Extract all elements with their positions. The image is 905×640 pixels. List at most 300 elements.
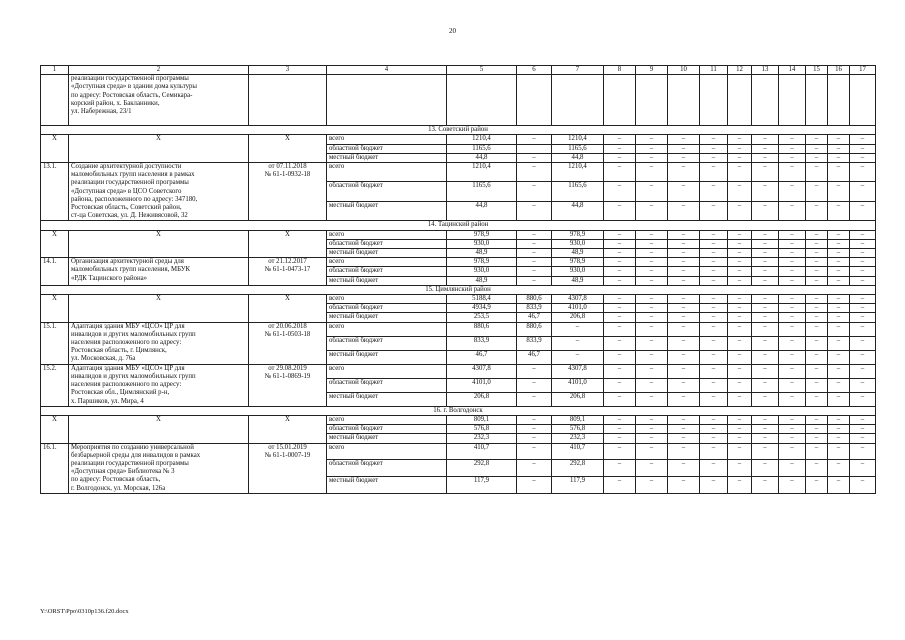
dash-cell: – — [668, 434, 700, 443]
dash-cell: – — [806, 144, 828, 153]
dash-cell: – — [828, 322, 850, 336]
dash-cell: – — [850, 425, 876, 434]
dash-cell: – — [668, 304, 700, 313]
amount-2018: – — [517, 378, 552, 392]
dash-cell: – — [850, 182, 876, 201]
dash-cell: – — [806, 267, 828, 276]
dash-cell: – — [636, 364, 668, 378]
column-number-row — [41, 66, 876, 75]
dash-cell: – — [604, 230, 636, 239]
dash-cell: – — [850, 415, 876, 424]
dash-cell: – — [700, 313, 728, 322]
budget-label: всего — [327, 258, 447, 267]
dash-cell: – — [700, 434, 728, 443]
dash-cell: – — [700, 163, 728, 182]
dash-cell: – — [850, 434, 876, 443]
budget-label: местный бюджет — [327, 392, 447, 406]
dash-cell: – — [728, 258, 752, 267]
budget-label: местный бюджет — [327, 201, 447, 220]
dash-cell: – — [779, 304, 806, 313]
dash-cell: – — [850, 276, 876, 285]
dash-cell: – — [636, 313, 668, 322]
budget-label: областной бюджет — [327, 336, 447, 350]
dash-cell: – — [636, 258, 668, 267]
dash-cell: – — [828, 336, 850, 350]
dash-cell: – — [828, 153, 850, 162]
dash-cell: – — [668, 476, 700, 493]
dash-cell: – — [668, 415, 700, 424]
budget-label: местный бюджет — [327, 313, 447, 322]
x-marker: Х — [69, 415, 249, 443]
dash-cell: – — [779, 144, 806, 153]
amount-2019: 4101,0 — [552, 378, 604, 392]
dash-cell: – — [828, 267, 850, 276]
dash-cell: – — [779, 313, 806, 322]
dash-cell: – — [604, 378, 636, 392]
dash-cell: – — [728, 267, 752, 276]
dash-cell: – — [779, 153, 806, 162]
dash-cell: – — [806, 322, 828, 336]
x-marker: Х — [41, 295, 69, 323]
amount-total: 1210,4 — [447, 135, 517, 144]
empty-cell — [249, 75, 327, 126]
dash-cell: – — [779, 230, 806, 239]
column-number: 9 — [636, 66, 668, 75]
dash-cell: – — [636, 144, 668, 153]
dash-cell: – — [700, 336, 728, 350]
amount-2019: – — [552, 322, 604, 336]
amount-2019: 576,8 — [552, 425, 604, 434]
dash-cell: – — [779, 163, 806, 182]
dash-cell: – — [850, 350, 876, 364]
amount-total: 978,9 — [447, 258, 517, 267]
item-description: Адаптация здания МБУ «ЦСО» ЦР для инвалидов и других маломобильных групп населения расположенного по адресу: Ростовская область, г. Цимлянск, ул. Московская, д. 76а — [69, 322, 249, 364]
continuation-text: реализации государственной программы «Доступная среда» в здании дома культуры по адресу: Ростовская область, Семикара- корский район, х. Бакланники, ул. Набережная, 23/1 — [69, 75, 249, 126]
item-description: Мероприятия по созданию универсальной безбарьерной среды для инвалидов в рамках реализации государственной программы «Доступная среда» Библиотека № 3 по адресу: Ростовская область, г. Волгодонск, ул. Морская, 126а — [69, 443, 249, 493]
amount-total: 4101,0 — [447, 378, 517, 392]
section-title: 14. Тацинский район — [41, 221, 876, 230]
dash-cell: – — [806, 350, 828, 364]
dash-cell: – — [668, 163, 700, 182]
dash-cell: – — [604, 443, 636, 460]
dash-cell: – — [668, 313, 700, 322]
dash-cell: – — [668, 425, 700, 434]
budget-label: всего — [327, 322, 447, 336]
budget-label: всего — [327, 415, 447, 424]
dash-cell: – — [752, 350, 779, 364]
dash-cell: – — [668, 267, 700, 276]
dash-cell: – — [779, 322, 806, 336]
dash-cell: – — [850, 304, 876, 313]
column-number: 14 — [779, 66, 806, 75]
dash-cell: – — [604, 258, 636, 267]
dash-cell: – — [806, 336, 828, 350]
empty-cell — [806, 75, 828, 126]
amount-2018: – — [517, 239, 552, 248]
amount-2019: 1165,6 — [552, 182, 604, 201]
empty-cell — [752, 75, 779, 126]
x-marker: Х — [249, 135, 327, 163]
dash-cell: – — [728, 313, 752, 322]
dash-cell: – — [752, 276, 779, 285]
dash-cell: – — [779, 378, 806, 392]
section-title-row — [41, 406, 876, 415]
dash-cell: – — [779, 249, 806, 258]
dash-cell: – — [604, 153, 636, 162]
dash-cell: – — [668, 443, 700, 460]
dash-cell: – — [728, 378, 752, 392]
amount-2019: 978,9 — [552, 230, 604, 239]
dash-cell: – — [604, 163, 636, 182]
dash-cell: – — [636, 350, 668, 364]
dash-cell: – — [806, 313, 828, 322]
budget-label: местный бюджет — [327, 350, 447, 364]
amount-2019: 809,1 — [552, 415, 604, 424]
column-number: 4 — [327, 66, 447, 75]
x-marker: Х — [249, 230, 327, 258]
budget-label: местный бюджет — [327, 276, 447, 285]
dash-cell: – — [806, 135, 828, 144]
dash-cell: – — [779, 336, 806, 350]
dash-cell: – — [728, 135, 752, 144]
dash-cell: – — [636, 443, 668, 460]
amount-total: 44,8 — [447, 201, 517, 220]
amount-2018: – — [517, 434, 552, 443]
dash-cell: – — [850, 313, 876, 322]
dash-cell: – — [604, 276, 636, 285]
dash-cell: – — [700, 135, 728, 144]
column-number: 11 — [700, 66, 728, 75]
dash-cell: – — [828, 182, 850, 201]
dash-cell: – — [636, 201, 668, 220]
dash-cell: – — [636, 304, 668, 313]
column-number: 1 — [41, 66, 69, 75]
item-description: Организация архитектурной среды для маломобильных групп населения, МБУК «РДК Тацинского района» — [69, 258, 249, 286]
amount-2018: 46,7 — [517, 350, 552, 364]
column-number: 16 — [828, 66, 850, 75]
dash-cell: – — [806, 460, 828, 477]
amount-2018: – — [517, 460, 552, 477]
section-title: 15. Цимлянский район — [41, 285, 876, 294]
budget-label: местный бюджет — [327, 434, 447, 443]
dash-cell: – — [604, 267, 636, 276]
column-number: 13 — [752, 66, 779, 75]
dash-cell: – — [828, 460, 850, 477]
dash-cell: – — [668, 378, 700, 392]
dash-cell: – — [700, 239, 728, 248]
dash-cell: – — [668, 230, 700, 239]
dash-cell: – — [779, 201, 806, 220]
amount-2019: 1210,4 — [552, 135, 604, 144]
budget-label: всего — [327, 135, 447, 144]
amount-2018: – — [517, 267, 552, 276]
dash-cell: – — [636, 295, 668, 304]
amount-total: 1165,6 — [447, 144, 517, 153]
column-number: 5 — [447, 66, 517, 75]
amount-2018: – — [517, 443, 552, 460]
amount-total: 880,6 — [447, 322, 517, 336]
budget-label: местный бюджет — [327, 249, 447, 258]
dash-cell: – — [752, 258, 779, 267]
empty-cell — [728, 75, 752, 126]
dash-cell: – — [604, 249, 636, 258]
dash-cell: – — [828, 201, 850, 220]
dash-cell: – — [700, 443, 728, 460]
x-marker: Х — [69, 295, 249, 323]
dash-cell: – — [728, 249, 752, 258]
amount-total: 292,8 — [447, 460, 517, 477]
budget-label: областной бюджет — [327, 304, 447, 313]
dash-cell: – — [728, 364, 752, 378]
empty-cell — [636, 75, 668, 126]
column-number: 10 — [668, 66, 700, 75]
dash-cell: – — [752, 201, 779, 220]
dash-cell: – — [728, 295, 752, 304]
amount-2019: 978,9 — [552, 258, 604, 267]
item-description: Адаптация здания МБУ «ЦСО» ЦР для инвалидов и других маломобильных групп населения расположенного по адресу: Ростовская обл., Цимлянский р-н, х. Паршиков, ул. Мира, 4 — [69, 364, 249, 406]
budget-label: областной бюджет — [327, 239, 447, 248]
dash-cell: – — [604, 364, 636, 378]
dash-cell: – — [779, 392, 806, 406]
dash-cell: – — [668, 144, 700, 153]
amount-total: 46,7 — [447, 350, 517, 364]
amount-total: 930,0 — [447, 239, 517, 248]
dash-cell: – — [752, 182, 779, 201]
dash-cell: – — [636, 230, 668, 239]
amount-2018: – — [517, 392, 552, 406]
budget-label: областной бюджет — [327, 378, 447, 392]
item-number: 15.2. — [41, 364, 69, 406]
dash-cell: – — [700, 258, 728, 267]
x-marker: Х — [69, 230, 249, 258]
amount-total: 809,1 — [447, 415, 517, 424]
dash-cell: – — [728, 460, 752, 477]
dash-cell: – — [828, 135, 850, 144]
dash-cell: – — [806, 295, 828, 304]
dash-cell: – — [752, 425, 779, 434]
amount-total: 1210,4 — [447, 163, 517, 182]
dash-cell: – — [700, 267, 728, 276]
item-reference: от 15.01.2019 № 61-1-0007-19 — [249, 443, 327, 493]
file-path-footer: Y:\ORST\Ppo\0310p136.f20.docx — [40, 608, 129, 615]
empty-cell — [668, 75, 700, 126]
dash-cell: – — [604, 182, 636, 201]
dash-cell: – — [850, 267, 876, 276]
dash-cell: – — [604, 135, 636, 144]
dash-cell: – — [752, 267, 779, 276]
dash-cell: – — [850, 230, 876, 239]
dash-cell: – — [728, 276, 752, 285]
dash-cell: – — [636, 239, 668, 248]
amount-2019: 44,8 — [552, 153, 604, 162]
dash-cell: – — [752, 443, 779, 460]
dash-cell: – — [806, 364, 828, 378]
dash-cell: – — [850, 258, 876, 267]
dash-cell: – — [700, 295, 728, 304]
dash-cell: – — [728, 239, 752, 248]
dash-cell: – — [668, 364, 700, 378]
amount-total: 4934,9 — [447, 304, 517, 313]
page-number: 20 — [449, 27, 456, 35]
dash-cell: – — [604, 201, 636, 220]
dash-cell: – — [752, 434, 779, 443]
item-row — [41, 322, 876, 336]
dash-cell: – — [752, 476, 779, 493]
amount-2018: – — [517, 153, 552, 162]
dash-cell: – — [636, 434, 668, 443]
dash-cell: – — [779, 295, 806, 304]
dash-cell: – — [752, 364, 779, 378]
dash-cell: – — [752, 460, 779, 477]
dash-cell: – — [752, 230, 779, 239]
column-number: 7 — [552, 66, 604, 75]
dash-cell: – — [668, 350, 700, 364]
dash-cell: – — [828, 392, 850, 406]
amount-2019: – — [552, 336, 604, 350]
dash-cell: – — [850, 336, 876, 350]
dash-cell: – — [850, 476, 876, 493]
dash-cell: – — [728, 350, 752, 364]
budget-label: областной бюджет — [327, 425, 447, 434]
section-title: 16. г. Волгодонск — [41, 406, 876, 415]
dash-cell: – — [700, 249, 728, 258]
amount-2019: 4307,8 — [552, 364, 604, 378]
dash-cell: – — [806, 230, 828, 239]
budget-label: местный бюджет — [327, 476, 447, 493]
dash-cell: – — [752, 153, 779, 162]
dash-cell: – — [828, 415, 850, 424]
item-number: 14.1. — [41, 258, 69, 286]
dash-cell: – — [850, 135, 876, 144]
dash-cell: – — [779, 460, 806, 477]
dash-cell: – — [806, 182, 828, 201]
column-number: 2 — [69, 66, 249, 75]
amount-2018: 46,7 — [517, 313, 552, 322]
dash-cell: – — [779, 443, 806, 460]
dash-cell: – — [752, 135, 779, 144]
item-row — [41, 163, 876, 182]
dash-cell: – — [779, 267, 806, 276]
empty-cell — [779, 75, 806, 126]
dash-cell: – — [779, 182, 806, 201]
dash-cell: – — [779, 258, 806, 267]
amount-2018: – — [517, 364, 552, 378]
dash-cell: – — [728, 425, 752, 434]
dash-cell: – — [850, 322, 876, 336]
dash-cell: – — [779, 364, 806, 378]
dash-cell: – — [850, 378, 876, 392]
column-number: 8 — [604, 66, 636, 75]
dash-cell: – — [604, 425, 636, 434]
dash-cell: – — [636, 163, 668, 182]
dash-cell: – — [752, 392, 779, 406]
dash-cell: – — [700, 276, 728, 285]
amount-total: 978,9 — [447, 230, 517, 239]
dash-cell: – — [728, 163, 752, 182]
dash-cell: – — [828, 476, 850, 493]
dash-cell: – — [806, 434, 828, 443]
amount-total: 410,7 — [447, 443, 517, 460]
budget-label: областной бюджет — [327, 460, 447, 477]
dash-cell: – — [752, 163, 779, 182]
dash-cell: – — [752, 144, 779, 153]
budget-label: всего — [327, 230, 447, 239]
column-number: 12 — [728, 66, 752, 75]
dash-cell: – — [728, 201, 752, 220]
amount-2018: – — [517, 182, 552, 201]
continuation-row — [41, 75, 876, 126]
dash-cell: – — [636, 322, 668, 336]
dash-cell: – — [806, 276, 828, 285]
amount-2018: 880,6 — [517, 295, 552, 304]
dash-cell: – — [728, 322, 752, 336]
dash-cell: – — [850, 443, 876, 460]
dash-cell: – — [636, 249, 668, 258]
dash-cell: – — [828, 364, 850, 378]
dash-cell: – — [752, 249, 779, 258]
item-number: 16.1. — [41, 443, 69, 493]
dash-cell: – — [636, 267, 668, 276]
dash-cell: – — [828, 239, 850, 248]
dash-cell: – — [779, 239, 806, 248]
dash-cell: – — [700, 350, 728, 364]
section-total-row — [41, 295, 876, 304]
amount-2019: 4307,8 — [552, 295, 604, 304]
dash-cell: – — [779, 276, 806, 285]
dash-cell: – — [728, 476, 752, 493]
amount-2018: – — [517, 249, 552, 258]
dash-cell: – — [604, 476, 636, 493]
dash-cell: – — [806, 153, 828, 162]
amount-2018: 833,9 — [517, 336, 552, 350]
budget-label: областной бюджет — [327, 182, 447, 201]
dash-cell: – — [668, 182, 700, 201]
amount-2019: 1165,6 — [552, 144, 604, 153]
dash-cell: – — [752, 295, 779, 304]
dash-cell: – — [636, 336, 668, 350]
amount-2019: 1210,4 — [552, 163, 604, 182]
dash-cell: – — [604, 313, 636, 322]
dash-cell: – — [668, 392, 700, 406]
dash-cell: – — [828, 425, 850, 434]
section-total-row — [41, 230, 876, 239]
dash-cell: – — [828, 276, 850, 285]
section-total-row — [41, 415, 876, 424]
dash-cell: – — [700, 322, 728, 336]
item-reference: от 29.08.2019 № 61-1-0869-19 — [249, 364, 327, 406]
dash-cell: – — [728, 144, 752, 153]
amount-2019: – — [552, 350, 604, 364]
dash-cell: – — [828, 258, 850, 267]
dash-cell: – — [850, 460, 876, 477]
dash-cell: – — [700, 392, 728, 406]
dash-cell: – — [828, 443, 850, 460]
dash-cell: – — [700, 364, 728, 378]
amount-2018: 833,9 — [517, 304, 552, 313]
budget-table — [40, 65, 876, 494]
dash-cell: – — [850, 364, 876, 378]
dash-cell: – — [668, 258, 700, 267]
dash-cell: – — [850, 392, 876, 406]
dash-cell: – — [828, 434, 850, 443]
amount-total: 44,8 — [447, 153, 517, 162]
amount-2018: – — [517, 258, 552, 267]
dash-cell: – — [700, 182, 728, 201]
dash-cell: – — [604, 350, 636, 364]
dash-cell: – — [700, 415, 728, 424]
dash-cell: – — [828, 378, 850, 392]
item-reference: от 21.12.2017 № 61-1-0473-17 — [249, 258, 327, 286]
